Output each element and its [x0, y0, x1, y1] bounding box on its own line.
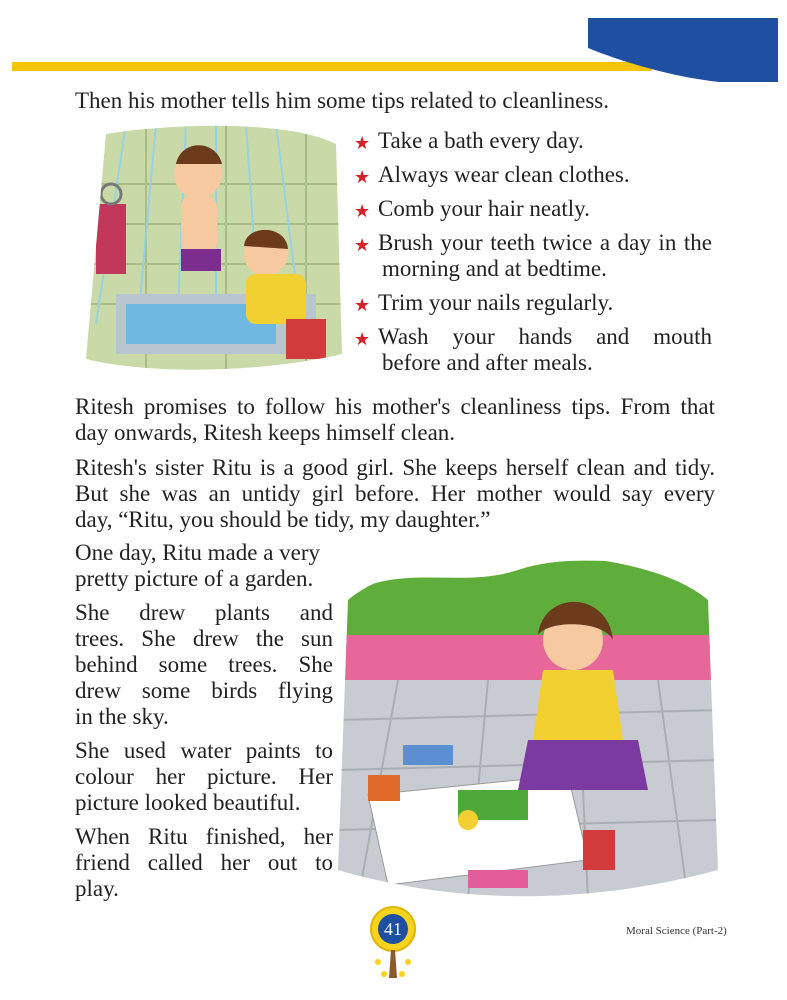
column-paragraph — [75, 540, 333, 592]
column-line: colour her picture. Her — [75, 764, 333, 789]
header-wave — [588, 18, 778, 82]
column-line: She used water paints to — [75, 738, 333, 763]
header-stripe — [12, 62, 652, 71]
paragraph-ritesh — [75, 394, 715, 446]
column-line: pretty picture of a garden. — [75, 566, 314, 591]
tip-item — [350, 324, 712, 376]
paragraph-line: day, “Ritu, you should be tidy, my daughter.” — [75, 507, 491, 532]
column-line: One day, Ritu made a very — [75, 540, 321, 565]
tip-line: before and after meals. — [382, 350, 593, 375]
tip-line: Trim your nails regularly. — [378, 290, 614, 315]
tip-item — [350, 196, 712, 222]
star-bullet-icon: ★ — [354, 167, 371, 187]
page-number-badge — [364, 906, 422, 986]
column-line: friend called her out to — [75, 850, 333, 875]
column-line: play. — [75, 876, 119, 901]
tip-line: Comb your hair neatly. — [378, 196, 590, 221]
star-bullet-icon: ★ — [354, 295, 371, 315]
shower-illustration — [86, 124, 342, 372]
column-line: picture looked beautiful. — [75, 790, 301, 815]
star-bullet-icon: ★ — [354, 329, 371, 349]
star-bullet-icon: ★ — [354, 201, 371, 221]
story-column — [75, 540, 333, 910]
star-bullet-icon: ★ — [354, 235, 371, 255]
paragraph-line: Ritesh's sister Ritu is a good girl. She keeps herself clean and tidy. — [75, 455, 715, 480]
column-line: drew some birds flying — [75, 678, 333, 703]
paragraph-line: Ritesh promises to follow his mother's cleanliness tips. From that — [75, 394, 715, 419]
tip-line: Always wear clean clothes. — [378, 162, 630, 187]
intro-text: Then his mother tells him some tips related to cleanliness. — [75, 88, 609, 113]
page-number: 41 — [378, 914, 408, 944]
tip-line: Take a bath every day. — [378, 128, 584, 153]
tip-line: morning and at bedtime. — [382, 256, 607, 281]
cleanliness-tips-list — [350, 128, 712, 384]
column-paragraph — [75, 600, 333, 730]
painting-illustration — [338, 540, 718, 900]
book-title-footer: Moral Science (Part-2) — [626, 925, 727, 937]
star-bullet-icon: ★ — [354, 133, 371, 153]
column-paragraph — [75, 738, 333, 816]
paragraph-ritu — [75, 455, 715, 533]
column-line: She drew plants and — [75, 600, 333, 625]
column-paragraph — [75, 824, 333, 902]
tip-line: Wash your hands and mouth — [378, 324, 712, 349]
tip-item — [350, 128, 712, 154]
column-line: in the sky. — [75, 704, 169, 729]
tip-item — [350, 230, 712, 282]
column-line: trees. She drew the sun — [75, 626, 333, 651]
paragraph-line: day onwards, Ritesh keeps himself clean. — [75, 420, 456, 445]
tip-item — [350, 162, 712, 188]
column-line: behind some trees. She — [75, 652, 333, 677]
tip-line: Brush your teeth twice a day in the — [378, 230, 712, 255]
paragraph-line: But she was an untidy girl before. Her mother would say every — [75, 481, 715, 506]
column-line: When Ritu finished, her — [75, 824, 333, 849]
tip-item — [350, 290, 712, 316]
